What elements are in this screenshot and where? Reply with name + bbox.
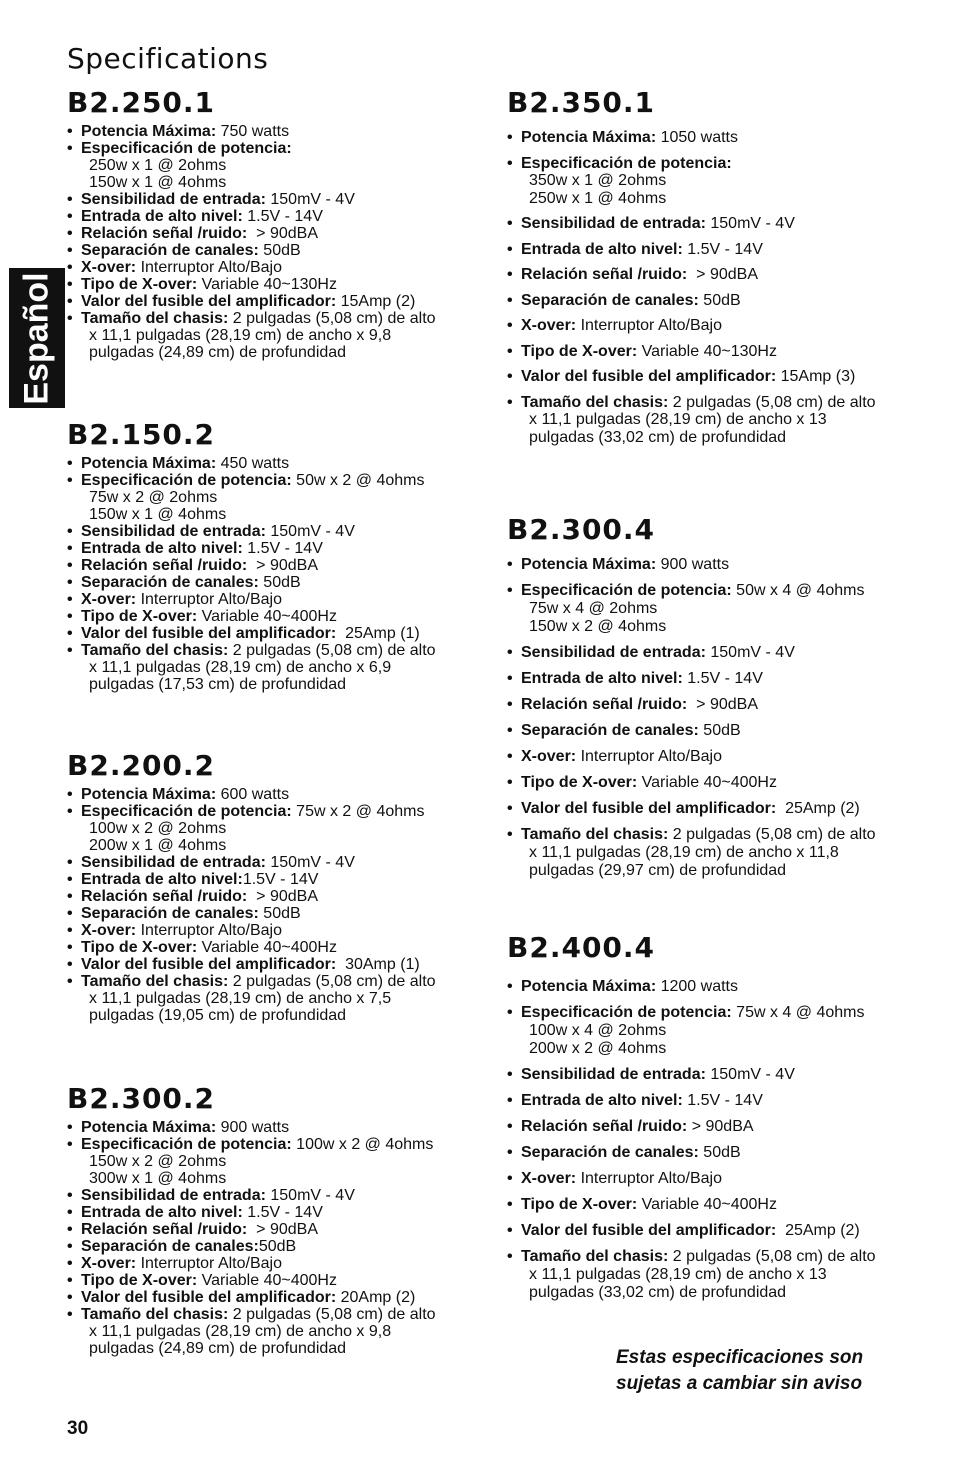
- spec-value: Interruptor Alto/Bajo: [576, 317, 722, 334]
- spec-item: [67, 1255, 477, 1272]
- spec-label: Sensibilidad de entrada:: [521, 1066, 706, 1083]
- spec-value: 600 watts: [216, 786, 290, 803]
- spec-label: X-over:: [81, 922, 137, 939]
- spec-item: [507, 722, 927, 740]
- spec-continuation: pulgadas (24,89 cm) de profundidad: [89, 344, 347, 361]
- spec-item: [67, 1306, 477, 1357]
- spec-value: 150mV - 4V: [265, 191, 355, 208]
- spec-value: Variable 40~130Hz: [637, 342, 777, 360]
- spec-item: [67, 888, 477, 905]
- spec-continuation: pulgadas (33,02 cm) de profundidad: [529, 428, 787, 446]
- spec-value: Interruptor Alto/Bajo: [576, 1170, 722, 1187]
- spec-value: 2 pulgadas (5,08 cm) de alto: [228, 973, 436, 990]
- spec-continuation: x 11,1 pulgadas (28,19 cm) de ancho x 9,8: [89, 1323, 392, 1340]
- spec-label: Potencia Máxima:: [81, 786, 217, 803]
- spec-item: [67, 591, 477, 608]
- spec-item: [67, 1221, 477, 1238]
- spec-value: > 90dBA: [687, 696, 758, 713]
- spec-sub-value: 100w x 4 @ 2ohms: [529, 1022, 667, 1039]
- spec-item: [67, 608, 477, 625]
- spec-value: 900 watts: [216, 1119, 290, 1136]
- model-title-b2-150-2: B2.150.2: [67, 418, 216, 451]
- spec-label: Tipo de X-over:: [81, 939, 198, 956]
- spec-label: Entrada de alto nivel:: [521, 240, 683, 258]
- spec-item: [67, 259, 477, 276]
- spec-item: [67, 310, 477, 361]
- spec-sub-value: 150w x 1 @ 4ohms: [89, 174, 227, 191]
- spec-continuation: pulgadas (17,53 cm) de profundidad: [89, 676, 347, 693]
- spec-item: [507, 155, 927, 208]
- spec-value: 2 pulgadas (5,08 cm) de alto: [228, 1306, 436, 1323]
- spec-label: Potencia Máxima:: [521, 978, 657, 995]
- spec-item: [507, 241, 927, 259]
- model-title-b2-250-1: B2.250.1: [67, 86, 216, 119]
- spec-item: [507, 129, 927, 147]
- spec-value: > 90dBA: [247, 888, 318, 905]
- language-side-tab: [9, 268, 65, 408]
- spec-label: Valor del fusible del amplificador:: [81, 956, 337, 973]
- spec-value: Variable 40~400Hz: [197, 939, 337, 956]
- spec-label: X-over:: [521, 1170, 577, 1187]
- spec-sub-value: 350w x 1 @ 2ohms: [529, 172, 667, 189]
- spec-value: 750 watts: [216, 123, 290, 140]
- spec-value: 2 pulgadas (5,08 cm) de alto: [668, 393, 876, 411]
- spec-label: Tipo de X-over:: [81, 608, 198, 625]
- spec-label: Relación señal /ruido:: [81, 1221, 248, 1238]
- spec-label: Tamaño del chasis:: [521, 393, 669, 411]
- spec-item: [67, 123, 477, 140]
- spec-item: [67, 557, 477, 574]
- spec-item: [67, 208, 477, 225]
- spec-item: [507, 215, 927, 233]
- spec-value: > 90dBA: [687, 1118, 754, 1135]
- spec-value: > 90dBA: [247, 1221, 318, 1238]
- spec-label: Valor del fusible del amplificador:: [521, 800, 777, 817]
- spec-label: Separación de canales:: [81, 1238, 259, 1255]
- spec-list-b2-350-1: [507, 129, 927, 446]
- spec-label: Potencia Máxima:: [521, 129, 657, 146]
- spec-label: Valor del fusible del amplificador:: [81, 1289, 337, 1306]
- spec-continuation: x 11,1 pulgadas (28,19 cm) de ancho x 13: [529, 1266, 827, 1283]
- spec-item: [67, 1289, 477, 1306]
- spec-item: [67, 523, 477, 540]
- spec-continuation: x 11,1 pulgadas (28,19 cm) de ancho x 9,8: [89, 327, 392, 344]
- spec-value: Interruptor Alto/Bajo: [576, 748, 722, 765]
- spec-value: 1.5V - 14V: [242, 540, 323, 557]
- spec-label: Especificación de potencia:: [521, 154, 732, 172]
- spec-continuation: x 11,1 pulgadas (28,19 cm) de ancho x 6,9: [89, 659, 392, 676]
- spec-item: [507, 1066, 927, 1084]
- spec-label: Sensibilidad de entrada:: [521, 644, 706, 661]
- spec-item: [67, 625, 477, 642]
- spec-value: 900 watts: [656, 556, 730, 573]
- spec-label: Relación señal /ruido:: [521, 266, 688, 283]
- spec-item: [507, 748, 927, 766]
- spec-list-b2-400-4: [507, 978, 927, 1302]
- spec-value: Interruptor Alto/Bajo: [136, 259, 282, 276]
- spec-value: 450 watts: [216, 455, 290, 472]
- spec-value: 150mV - 4V: [705, 215, 795, 232]
- spec-value: 100w x 2 @ 4ohms: [291, 1136, 434, 1153]
- spec-value: 50dB: [258, 905, 301, 922]
- spec-list-b2-200-2: [67, 786, 477, 1024]
- spec-item: [507, 1092, 927, 1110]
- spec-label: X-over:: [81, 1255, 137, 1272]
- spec-item: [67, 1136, 477, 1187]
- spec-value: 30Amp (1): [336, 956, 420, 973]
- spec-value: Interruptor Alto/Bajo: [136, 1255, 282, 1272]
- model-title-b2-300-4: B2.300.4: [507, 513, 656, 546]
- spec-item: [507, 800, 927, 818]
- spec-value: 50dB: [258, 242, 301, 259]
- spec-item: [507, 343, 927, 361]
- spec-value: Interruptor Alto/Bajo: [136, 922, 282, 939]
- spec-continuation: x 11,1 pulgadas (28,19 cm) de ancho x 11,8: [529, 844, 839, 861]
- spec-value: 150mV - 4V: [265, 523, 355, 540]
- spec-label: Tamaño del chasis:: [81, 973, 229, 990]
- spec-item: [507, 774, 927, 792]
- spec-item: [67, 1272, 477, 1289]
- spec-item: [507, 696, 927, 714]
- spec-value: 1.5V - 14V: [242, 871, 319, 888]
- spec-sub-value: 200w x 2 @ 4ohms: [529, 1040, 667, 1057]
- spec-label: Sensibilidad de entrada:: [81, 191, 266, 208]
- spec-item: [507, 368, 927, 386]
- spec-item: [507, 978, 927, 996]
- spec-item: [67, 242, 477, 259]
- spec-value: 50dB: [698, 1144, 741, 1161]
- spec-value: 2 pulgadas (5,08 cm) de alto: [228, 642, 436, 659]
- spec-value: 50dB: [698, 722, 741, 739]
- spec-item: [507, 292, 927, 310]
- spec-sub-value: 300w x 1 @ 4ohms: [89, 1170, 227, 1187]
- spec-list-b2-150-2: [67, 455, 477, 693]
- spec-label: Separación de canales:: [81, 905, 259, 922]
- spec-item: [507, 1144, 927, 1162]
- spec-value: 1050 watts: [656, 129, 738, 146]
- spec-item: [67, 786, 477, 803]
- spec-value: 2 pulgadas (5,08 cm) de alto: [668, 826, 876, 843]
- spec-value: > 90dBA: [247, 225, 318, 242]
- spec-item: [67, 276, 477, 293]
- spec-item: [67, 803, 477, 854]
- spec-item: [67, 871, 477, 888]
- spec-item: [507, 1118, 927, 1136]
- spec-value: 1.5V - 14V: [242, 1204, 323, 1221]
- spec-continuation: pulgadas (24,89 cm) de profundidad: [89, 1340, 347, 1357]
- spec-item: [67, 905, 477, 922]
- spec-item: [67, 540, 477, 557]
- spec-value: 25Amp (2): [776, 1222, 860, 1239]
- spec-value: Variable 40~130Hz: [197, 276, 337, 293]
- spec-item: [67, 1187, 477, 1204]
- spec-item: [67, 1119, 477, 1136]
- spec-label: Separación de canales:: [521, 722, 699, 739]
- spec-label: Separación de canales:: [81, 574, 259, 591]
- spec-value: 15Amp (2): [336, 293, 416, 310]
- spec-label: Especificación de potencia:: [521, 1004, 732, 1021]
- spec-label: Tipo de X-over:: [81, 1272, 198, 1289]
- spec-continuation: x 11,1 pulgadas (28,19 cm) de ancho x 7,5: [89, 990, 392, 1007]
- spec-item: [507, 644, 927, 662]
- spec-label: Tipo de X-over:: [521, 342, 638, 360]
- model-title-b2-350-1: B2.350.1: [507, 86, 656, 119]
- spec-item: [507, 1248, 927, 1302]
- spec-value: 20Amp (2): [336, 1289, 416, 1306]
- spec-item: [507, 556, 927, 574]
- language-label: Español: [17, 271, 56, 405]
- disclaimer-line-1: Estas especificaciones son: [616, 1347, 864, 1368]
- spec-list-b2-300-4: [507, 556, 927, 880]
- spec-item: [67, 973, 477, 1024]
- spec-value: Variable 40~400Hz: [197, 1272, 337, 1289]
- spec-value: 2 pulgadas (5,08 cm) de alto: [228, 310, 436, 327]
- spec-item: [507, 1170, 927, 1188]
- spec-continuation: pulgadas (19,05 cm) de profundidad: [89, 1007, 347, 1024]
- spec-item: [67, 642, 477, 693]
- spec-label: Tipo de X-over:: [81, 276, 198, 293]
- spec-value: Variable 40~400Hz: [197, 608, 337, 625]
- spec-sub-value: 150w x 2 @ 2ohms: [89, 1153, 227, 1170]
- spec-sub-value: 100w x 2 @ 2ohms: [89, 820, 227, 837]
- spec-label: Tamaño del chasis:: [81, 310, 229, 327]
- spec-value: 150mV - 4V: [705, 644, 795, 661]
- spec-item: [67, 956, 477, 973]
- spec-label: Entrada de alto nivel:: [521, 670, 683, 687]
- spec-label: Relación señal /ruido:: [81, 225, 248, 242]
- spec-item: [67, 191, 477, 208]
- spec-item: [507, 317, 927, 335]
- spec-label: Especificación de potencia:: [81, 1136, 292, 1153]
- spec-label: Entrada de alto nivel:: [81, 208, 243, 225]
- spec-value: 50dB: [698, 291, 741, 309]
- spec-label: Relación señal /ruido:: [81, 888, 248, 905]
- spec-label: Valor del fusible del amplificador:: [81, 293, 337, 310]
- spec-sub-value: 250w x 1 @ 4ohms: [529, 189, 667, 207]
- spec-label: Especificación de potencia:: [521, 582, 732, 599]
- page-heading: Specifications: [67, 42, 269, 75]
- spec-value: 50w x 4 @ 4ohms: [731, 582, 865, 599]
- spec-value: 1.5V - 14V: [682, 670, 763, 687]
- spec-item: [507, 266, 927, 284]
- spec-value: 2 pulgadas (5,08 cm) de alto: [668, 1248, 876, 1265]
- spec-label: Especificación de potencia:: [81, 140, 292, 157]
- spec-value: 15Amp (3): [776, 368, 856, 385]
- disclaimer-note: [616, 1345, 863, 1397]
- spec-item: [67, 293, 477, 310]
- spec-item: [507, 1222, 927, 1240]
- spec-value: 150mV - 4V: [265, 854, 355, 871]
- model-title-b2-300-2: B2.300.2: [67, 1082, 216, 1115]
- spec-value: > 90dBA: [247, 557, 318, 574]
- spec-label: Especificación de potencia:: [81, 472, 292, 489]
- spec-label: Entrada de alto nivel:: [81, 1204, 243, 1221]
- spec-item: [67, 472, 477, 523]
- spec-sub-value: 75w x 4 @ 2ohms: [529, 600, 658, 617]
- spec-label: X-over:: [81, 259, 137, 276]
- spec-label: Potencia Máxima:: [81, 455, 217, 472]
- spec-label: Entrada de alto nivel:: [521, 1092, 683, 1109]
- spec-label: Separación de canales:: [81, 242, 259, 259]
- spec-label: Tipo de X-over:: [521, 774, 638, 791]
- spec-label: Relación señal /ruido:: [521, 696, 688, 713]
- spec-value: 1.5V - 14V: [682, 240, 763, 258]
- spec-value: 25Amp (1): [336, 625, 420, 642]
- spec-value: 1200 watts: [656, 978, 738, 995]
- spec-label: Entrada de alto nivel:: [81, 871, 243, 888]
- spec-item: [67, 455, 477, 472]
- spec-label: Potencia Máxima:: [81, 1119, 217, 1136]
- spec-label: X-over:: [81, 591, 137, 608]
- spec-continuation: pulgadas (33,02 cm) de profundidad: [529, 1284, 787, 1301]
- spec-label: Relación señal /ruido:: [521, 1118, 688, 1135]
- spec-label: Sensibilidad de entrada:: [81, 854, 266, 871]
- spec-label: Separación de canales:: [521, 291, 699, 309]
- spec-label: Relación señal /ruido:: [81, 557, 248, 574]
- spec-value: 150mV - 4V: [705, 1066, 795, 1083]
- spec-sub-value: 150w x 1 @ 4ohms: [89, 506, 227, 523]
- spec-sub-value: 200w x 1 @ 4ohms: [89, 837, 227, 854]
- spec-label: Sensibilidad de entrada:: [521, 215, 706, 232]
- spec-continuation: x 11,1 pulgadas (28,19 cm) de ancho x 13: [529, 411, 827, 428]
- spec-sub-value: 75w x 2 @ 2ohms: [89, 489, 218, 506]
- spec-list-b2-300-2: [67, 1119, 477, 1357]
- spec-item: [507, 1196, 927, 1214]
- spec-item: [67, 225, 477, 242]
- spec-label: Tamaño del chasis:: [521, 826, 669, 843]
- spec-label: Potencia Máxima:: [521, 556, 657, 573]
- spec-item: [67, 1238, 477, 1255]
- model-title-b2-200-2: B2.200.2: [67, 749, 216, 782]
- spec-label: Tamaño del chasis:: [81, 642, 229, 659]
- spec-continuation: pulgadas (29,97 cm) de profundidad: [529, 862, 787, 879]
- spec-list-b2-250-1: [67, 123, 477, 361]
- model-title-b2-400-4: B2.400.4: [507, 931, 656, 964]
- spec-item: [507, 1004, 927, 1058]
- spec-label: Valor del fusible del amplificador:: [521, 1222, 777, 1239]
- page-number: 30: [67, 1418, 89, 1439]
- spec-label: Sensibilidad de entrada:: [81, 523, 266, 540]
- spec-value: > 90dBA: [687, 266, 758, 283]
- spec-value: 1.5V - 14V: [682, 1092, 763, 1109]
- spec-label: Potencia Máxima:: [81, 123, 217, 140]
- spec-label: Valor del fusible del amplificador:: [521, 368, 777, 385]
- spec-item: [67, 854, 477, 871]
- spec-value: 75w x 4 @ 4ohms: [731, 1004, 865, 1021]
- spec-label: Separación de canales:: [521, 1144, 699, 1161]
- spec-item: [67, 1204, 477, 1221]
- spec-label: Tamaño del chasis:: [521, 1248, 669, 1265]
- spec-value: Interruptor Alto/Bajo: [136, 591, 282, 608]
- spec-label: Entrada de alto nivel:: [81, 540, 243, 557]
- spec-label: X-over:: [521, 748, 577, 765]
- spec-value: 50dB: [258, 574, 301, 591]
- spec-label: Tipo de X-over:: [521, 1196, 638, 1213]
- spec-value: 50dB: [258, 1238, 297, 1255]
- spec-label: Especificación de potencia:: [81, 803, 292, 820]
- spec-value: 1.5V - 14V: [242, 208, 323, 225]
- spec-value: 50w x 2 @ 4ohms: [291, 472, 425, 489]
- spec-sub-value: 250w x 1 @ 2ohms: [89, 157, 227, 174]
- spec-value: Variable 40~400Hz: [637, 1196, 777, 1213]
- spec-item: [67, 939, 477, 956]
- spec-value: 150mV - 4V: [265, 1187, 355, 1204]
- spec-sub-value: 150w x 2 @ 4ohms: [529, 618, 667, 635]
- spec-item: [67, 574, 477, 591]
- spec-item: [67, 922, 477, 939]
- spec-value: 75w x 2 @ 4ohms: [291, 803, 425, 820]
- spec-item: [67, 140, 477, 191]
- disclaimer-line-2: sujetas a cambiar sin aviso: [616, 1373, 863, 1394]
- spec-item: [507, 582, 927, 636]
- spec-value: Variable 40~400Hz: [637, 774, 777, 791]
- spec-label: Sensibilidad de entrada:: [81, 1187, 266, 1204]
- spec-item: [507, 826, 927, 880]
- spec-label: X-over:: [521, 317, 577, 334]
- spec-label: Tamaño del chasis:: [81, 1306, 229, 1323]
- spec-label: Valor del fusible del amplificador:: [81, 625, 337, 642]
- spec-value: 25Amp (2): [776, 800, 860, 817]
- spec-item: [507, 394, 927, 447]
- spec-item: [507, 670, 927, 688]
